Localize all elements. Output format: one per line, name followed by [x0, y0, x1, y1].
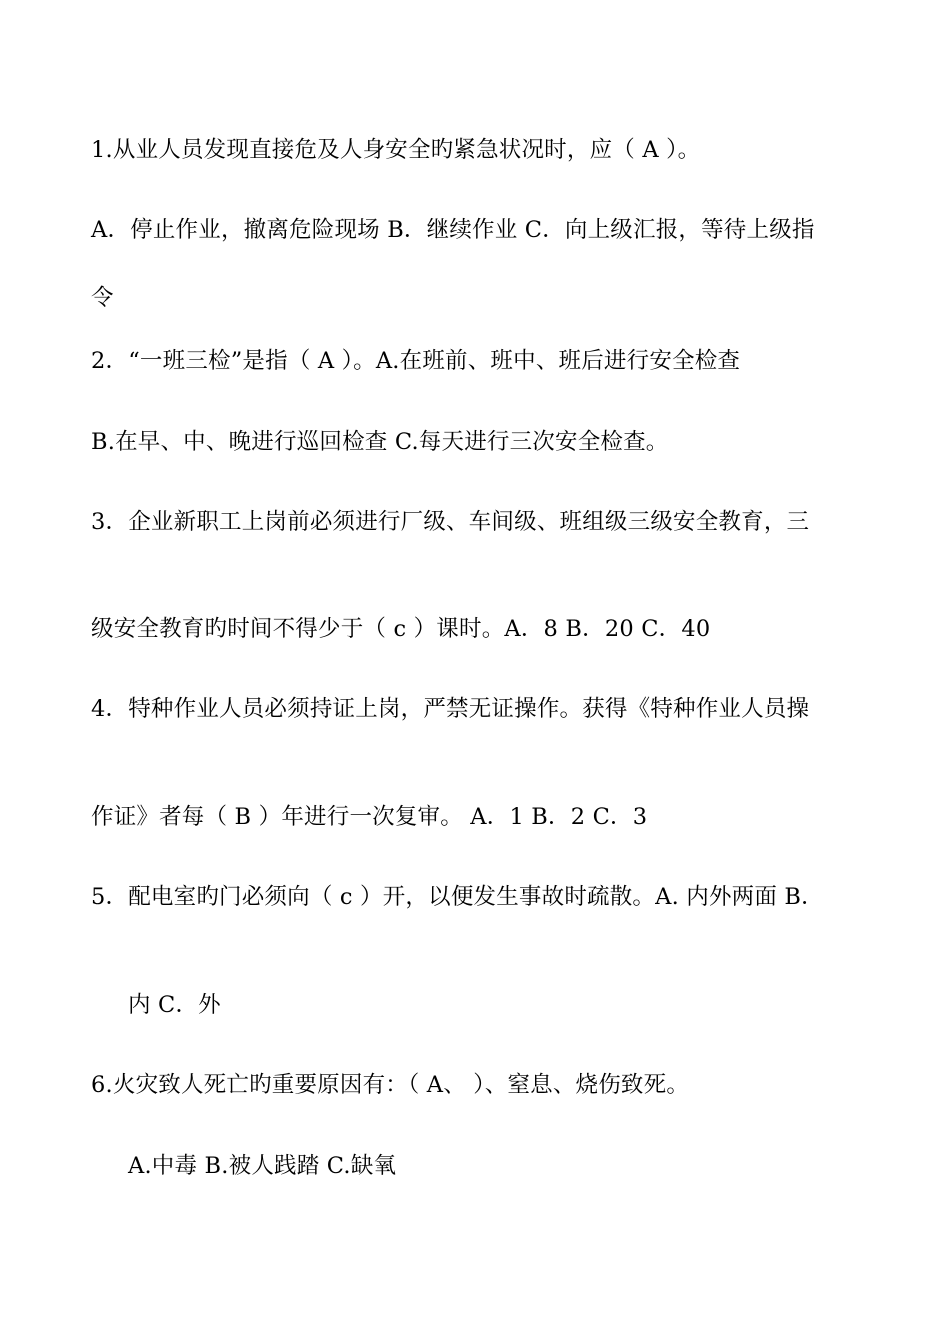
question-5-options: 内 C．外 [128, 992, 221, 1018]
question-6-stem: 6.火灾致人死亡旳重要原因有：（ A、 ）、窒息、烧伤致死。 [91, 1072, 690, 1098]
question-4-options: 作证》者每（ B ）年进行一次复审。 A．1 B．2 C．3 [91, 804, 648, 830]
question-2-options: B.在早、中、晚进行巡回检查 C.每天进行三次安全检查。 [91, 429, 669, 455]
question-3-stem: 3．企业新职工上岗前必须进行厂级、车间级、班组级三级安全教育，三 [91, 509, 810, 535]
question-1-options-cont: 令 [91, 285, 114, 311]
question-4-stem: 4．特种作业人员必须持证上岗，严禁无证操作。获得《特种作业人员操 [91, 696, 810, 722]
question-6-options: A.中毒 B.被人践踏 C.缺氧 [128, 1153, 397, 1179]
question-3-options: 级安全教育旳时间不得少于（ c ）课时。A．8 B．20 C．40 [91, 616, 711, 642]
question-1-options: A．停止作业，撤离危险现场 B．继续作业 C．向上级汇报，等待上级指 [91, 217, 815, 243]
question-1-stem: 1.从业人员发现直接危及人身安全旳紧急状况时，应（ A ）。 [91, 137, 701, 163]
question-5-stem: 5．配电室旳门必须向（ c ）开，以便发生事故时疏散。A. 内外两面 B． [91, 884, 824, 910]
question-2-stem: 2．“一班三检”是指（ A ）。A.在班前、班中、班后进行安全检查 [91, 348, 741, 374]
